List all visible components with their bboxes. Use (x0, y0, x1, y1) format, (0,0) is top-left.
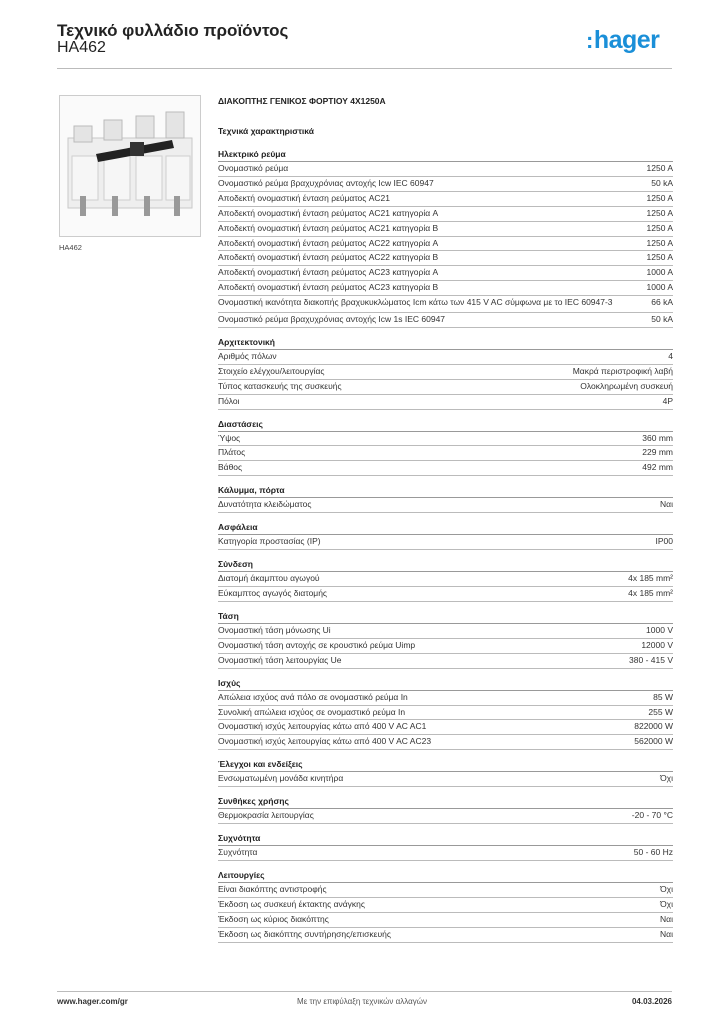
spec-value: Όχι (660, 883, 673, 894)
spec-label: Έκδοση ως κύριος διακόπτης (218, 913, 329, 924)
spec-label: Ονομαστική ισχύς λειτουργίας κάτω από 400 V AC AC1 (218, 721, 427, 732)
spec-value: Όχι (660, 898, 673, 909)
spec-section (218, 869, 673, 943)
footer-note: Με την επιφύλαξη τεχνικών αλλαγών (297, 997, 427, 1006)
switch-disconnector-illustration (60, 96, 200, 236)
spec-label: Θερμοκρασία λειτουργίας (218, 810, 314, 821)
page-title: Τεχνικό φυλλάδιο προϊόντος (57, 21, 289, 40)
spec-value: 562000 W (634, 736, 673, 747)
spec-label: Διατομή άκαμπτου αγωγού (218, 573, 320, 584)
spec-label: Στοιχείο ελέγχου/λειτουργίας (218, 365, 325, 376)
image-caption: HA462 (59, 243, 82, 252)
spec-label: Εύκαμπτος αγωγός διατομής (218, 588, 328, 599)
spec-value: 255 W (648, 706, 673, 717)
spec-row (218, 883, 673, 898)
spec-label: Πόλοι (218, 395, 240, 406)
spec-value: 360 mm (642, 432, 673, 443)
spec-row (218, 296, 673, 313)
spec-value: 4x 185 mm² (628, 588, 673, 599)
section-title: Αρχιτεκτονική (218, 336, 673, 350)
spec-row (218, 572, 673, 587)
spec-value: 66 kA (651, 297, 673, 308)
spec-row (218, 177, 673, 192)
tech-characteristics-title: Τεχνικά χαρακτηριστικά (218, 126, 314, 136)
section-title: Λειτουργίες (218, 869, 673, 883)
spec-value: 1000 A (646, 267, 673, 278)
section-title: Τάση (218, 610, 673, 624)
spec-value: Ολοκληρωμένη συσκευή (580, 380, 673, 391)
spec-label: Αποδεκτή ονομαστική ένταση ρεύματος AC23 κατηγορία A (218, 267, 439, 278)
spec-label: Είναι διακόπτης αντιστροφής (218, 883, 327, 894)
section-title: Ισχύς (218, 677, 673, 691)
spec-value: 229 mm (642, 447, 673, 458)
spec-value: 1250 A (646, 237, 673, 248)
spec-label: Συνολική απώλεια ισχύος σε ονομαστικό ρεύμα In (218, 706, 406, 717)
spec-section (218, 336, 673, 410)
spec-row (218, 928, 673, 943)
spec-value: 4P (662, 395, 673, 406)
section-title: Κάλυμμα, πόρτα (218, 484, 673, 498)
spec-row (218, 461, 673, 476)
spec-label: Αποδεκτή ονομαστική ένταση ρεύματος AC21 κατηγορία B (218, 222, 439, 233)
spec-section (218, 610, 673, 669)
spec-label: Αποδεκτή ονομαστική ένταση ρεύματος AC22 κατηγορία A (218, 237, 439, 248)
spec-content (218, 94, 673, 943)
header-divider (57, 68, 672, 69)
spec-row (218, 395, 673, 410)
spec-section (218, 558, 673, 602)
spec-row (218, 691, 673, 706)
spec-value: 1250 A (646, 222, 673, 233)
spec-label: Αποδεκτή ονομαστική ένταση ρεύματος AC21 κατηγορία A (218, 207, 439, 218)
spec-label: Συχνότητα (218, 847, 258, 858)
spec-label: Ονομαστική ικανότητα διακοπής βραχυκυκλώματος Icm κάτω των 415 V AC σύμφωνα με το IEC 60947-3 (218, 297, 613, 308)
spec-row (218, 380, 673, 395)
spec-section (218, 758, 673, 787)
section-title: Σύνδεση (218, 558, 673, 572)
spec-value: Μακρά περιστροφική λαβή (572, 365, 673, 376)
spec-row (218, 846, 673, 861)
spec-row (218, 432, 673, 447)
spec-label: Ονομαστικό ρεύμα (218, 163, 289, 173)
spec-value: 50 kA (651, 177, 673, 188)
footer-divider (57, 991, 672, 992)
product-image (59, 95, 201, 237)
product-code: HA462 (57, 39, 106, 56)
spec-row (218, 809, 673, 824)
spec-value: 85 W (653, 691, 673, 702)
spec-label: Έκδοση ως συσκευή έκτακτης ανάγκης (218, 898, 366, 909)
spec-row (218, 654, 673, 669)
spec-value: 1250 A (646, 192, 673, 203)
spec-label: Βάθος (218, 462, 243, 473)
spec-label: Ονομαστική ισχύς λειτουργίας κάτω από 400 V AC AC23 (218, 736, 432, 747)
spec-row (218, 281, 673, 296)
section-title: Ασφάλεια (218, 521, 673, 535)
spec-row (218, 192, 673, 207)
spec-value: Ναι (660, 913, 673, 924)
spec-row (218, 498, 673, 513)
spec-row (218, 207, 673, 222)
spec-label: Έκδοση ως διακόπτης συντήρησης/επισκευής (218, 928, 391, 939)
product-name: ΔΙΑΚΟΠΤΗΣ ΓΕΝΙΚΟΣ ΦΟΡΤΙΟΥ 4X1250A (218, 96, 386, 106)
spec-section (218, 521, 673, 550)
spec-row (218, 446, 673, 461)
spec-value: 380 - 415 V (629, 654, 673, 665)
spec-sections (218, 148, 673, 943)
spec-value: IP00 (655, 536, 673, 547)
logo-dots-icon: : (586, 28, 593, 53)
spec-row (218, 162, 673, 177)
spec-value: 1250 A (646, 163, 673, 173)
footer-website[interactable]: www.hager.com/gr (57, 997, 128, 1006)
spec-label: Αριθμός πόλων (218, 350, 277, 361)
spec-row (218, 222, 673, 237)
spec-label: Πλάτος (218, 447, 246, 458)
spec-row (218, 313, 673, 328)
section-title: Συνθήκες χρήσης (218, 795, 673, 809)
spec-label: Ονομαστικό ρεύμα βραχυχρόνιας αντοχής Icw 1s IEC 60947 (218, 314, 446, 325)
spec-value: 1000 V (646, 624, 673, 635)
spec-value: 50 - 60 Hz (633, 847, 673, 858)
spec-row (218, 772, 673, 787)
spec-label: Δυνατότητα κλειδώματος (218, 499, 312, 510)
hager-logo: :hager (586, 26, 660, 54)
spec-value: 822000 W (634, 721, 673, 732)
spec-label: Ενσωματωμένη μονάδα κινητήρα (218, 773, 344, 784)
footer-date: 04.03.2026 (631, 997, 672, 1006)
spec-label: Αποδεκτή ονομαστική ένταση ρεύματος AC21 (218, 192, 391, 203)
spec-row (218, 898, 673, 913)
spec-value: Όχι (660, 773, 673, 784)
spec-row (218, 365, 673, 380)
spec-label: Ονομαστική τάση αντοχής σε κρουστικό ρεύμα Uimp (218, 639, 416, 650)
spec-section (218, 148, 673, 328)
spec-label: Τύπος κατασκευής της συσκευής (218, 380, 342, 391)
spec-row (218, 639, 673, 654)
spec-section (218, 418, 673, 477)
section-title: Διαστάσεις (218, 418, 673, 432)
spec-section (218, 832, 673, 861)
spec-row (218, 735, 673, 750)
spec-label: Ονομαστικό ρεύμα βραχυχρόνιας αντοχής Icw IEC 60947 (218, 177, 434, 188)
spec-row (218, 706, 673, 721)
spec-row (218, 251, 673, 266)
spec-value: 492 mm (642, 462, 673, 473)
spec-value: 4x 185 mm² (628, 573, 673, 584)
spec-row (218, 350, 673, 365)
spec-row (218, 720, 673, 735)
spec-label: Αποδεκτή ονομαστική ένταση ρεύματος AC22 κατηγορία B (218, 252, 439, 263)
spec-value: Ναι (660, 928, 673, 939)
spec-label: Ύψος (218, 432, 241, 443)
spec-value: 1250 A (646, 207, 673, 218)
spec-value: Ναι (660, 499, 673, 510)
spec-value: 12000 V (641, 639, 673, 650)
spec-section (218, 677, 673, 751)
spec-value: 4 (668, 350, 673, 361)
spec-value: -20 - 70 °C (631, 810, 673, 821)
section-title: Συχνότητα (218, 832, 673, 846)
spec-row (218, 535, 673, 550)
spec-label: Απώλεια ισχύος ανά πόλο σε ονομαστικό ρεύμα In (218, 691, 408, 702)
spec-value: 1250 A (646, 252, 673, 263)
spec-row (218, 913, 673, 928)
spec-label: Ονομαστική τάση μόνωσης Ui (218, 624, 331, 635)
spec-row (218, 624, 673, 639)
spec-value: 1000 A (646, 282, 673, 293)
spec-section (218, 795, 673, 824)
spec-row (218, 587, 673, 602)
spec-section (218, 484, 673, 513)
section-title: Ηλεκτρικό ρεύμα (218, 148, 673, 162)
spec-value: 50 kA (651, 314, 673, 325)
spec-label: Αποδεκτή ονομαστική ένταση ρεύματος AC23 κατηγορία B (218, 282, 439, 293)
spec-label: Ονομαστική τάση λειτουργίας Ue (218, 654, 342, 665)
section-title: Έλεγχοι και ενδείξεις (218, 758, 673, 772)
spec-label: Κατηγορία προστασίας (IP) (218, 536, 321, 547)
spec-row (218, 237, 673, 252)
spec-row (218, 266, 673, 281)
